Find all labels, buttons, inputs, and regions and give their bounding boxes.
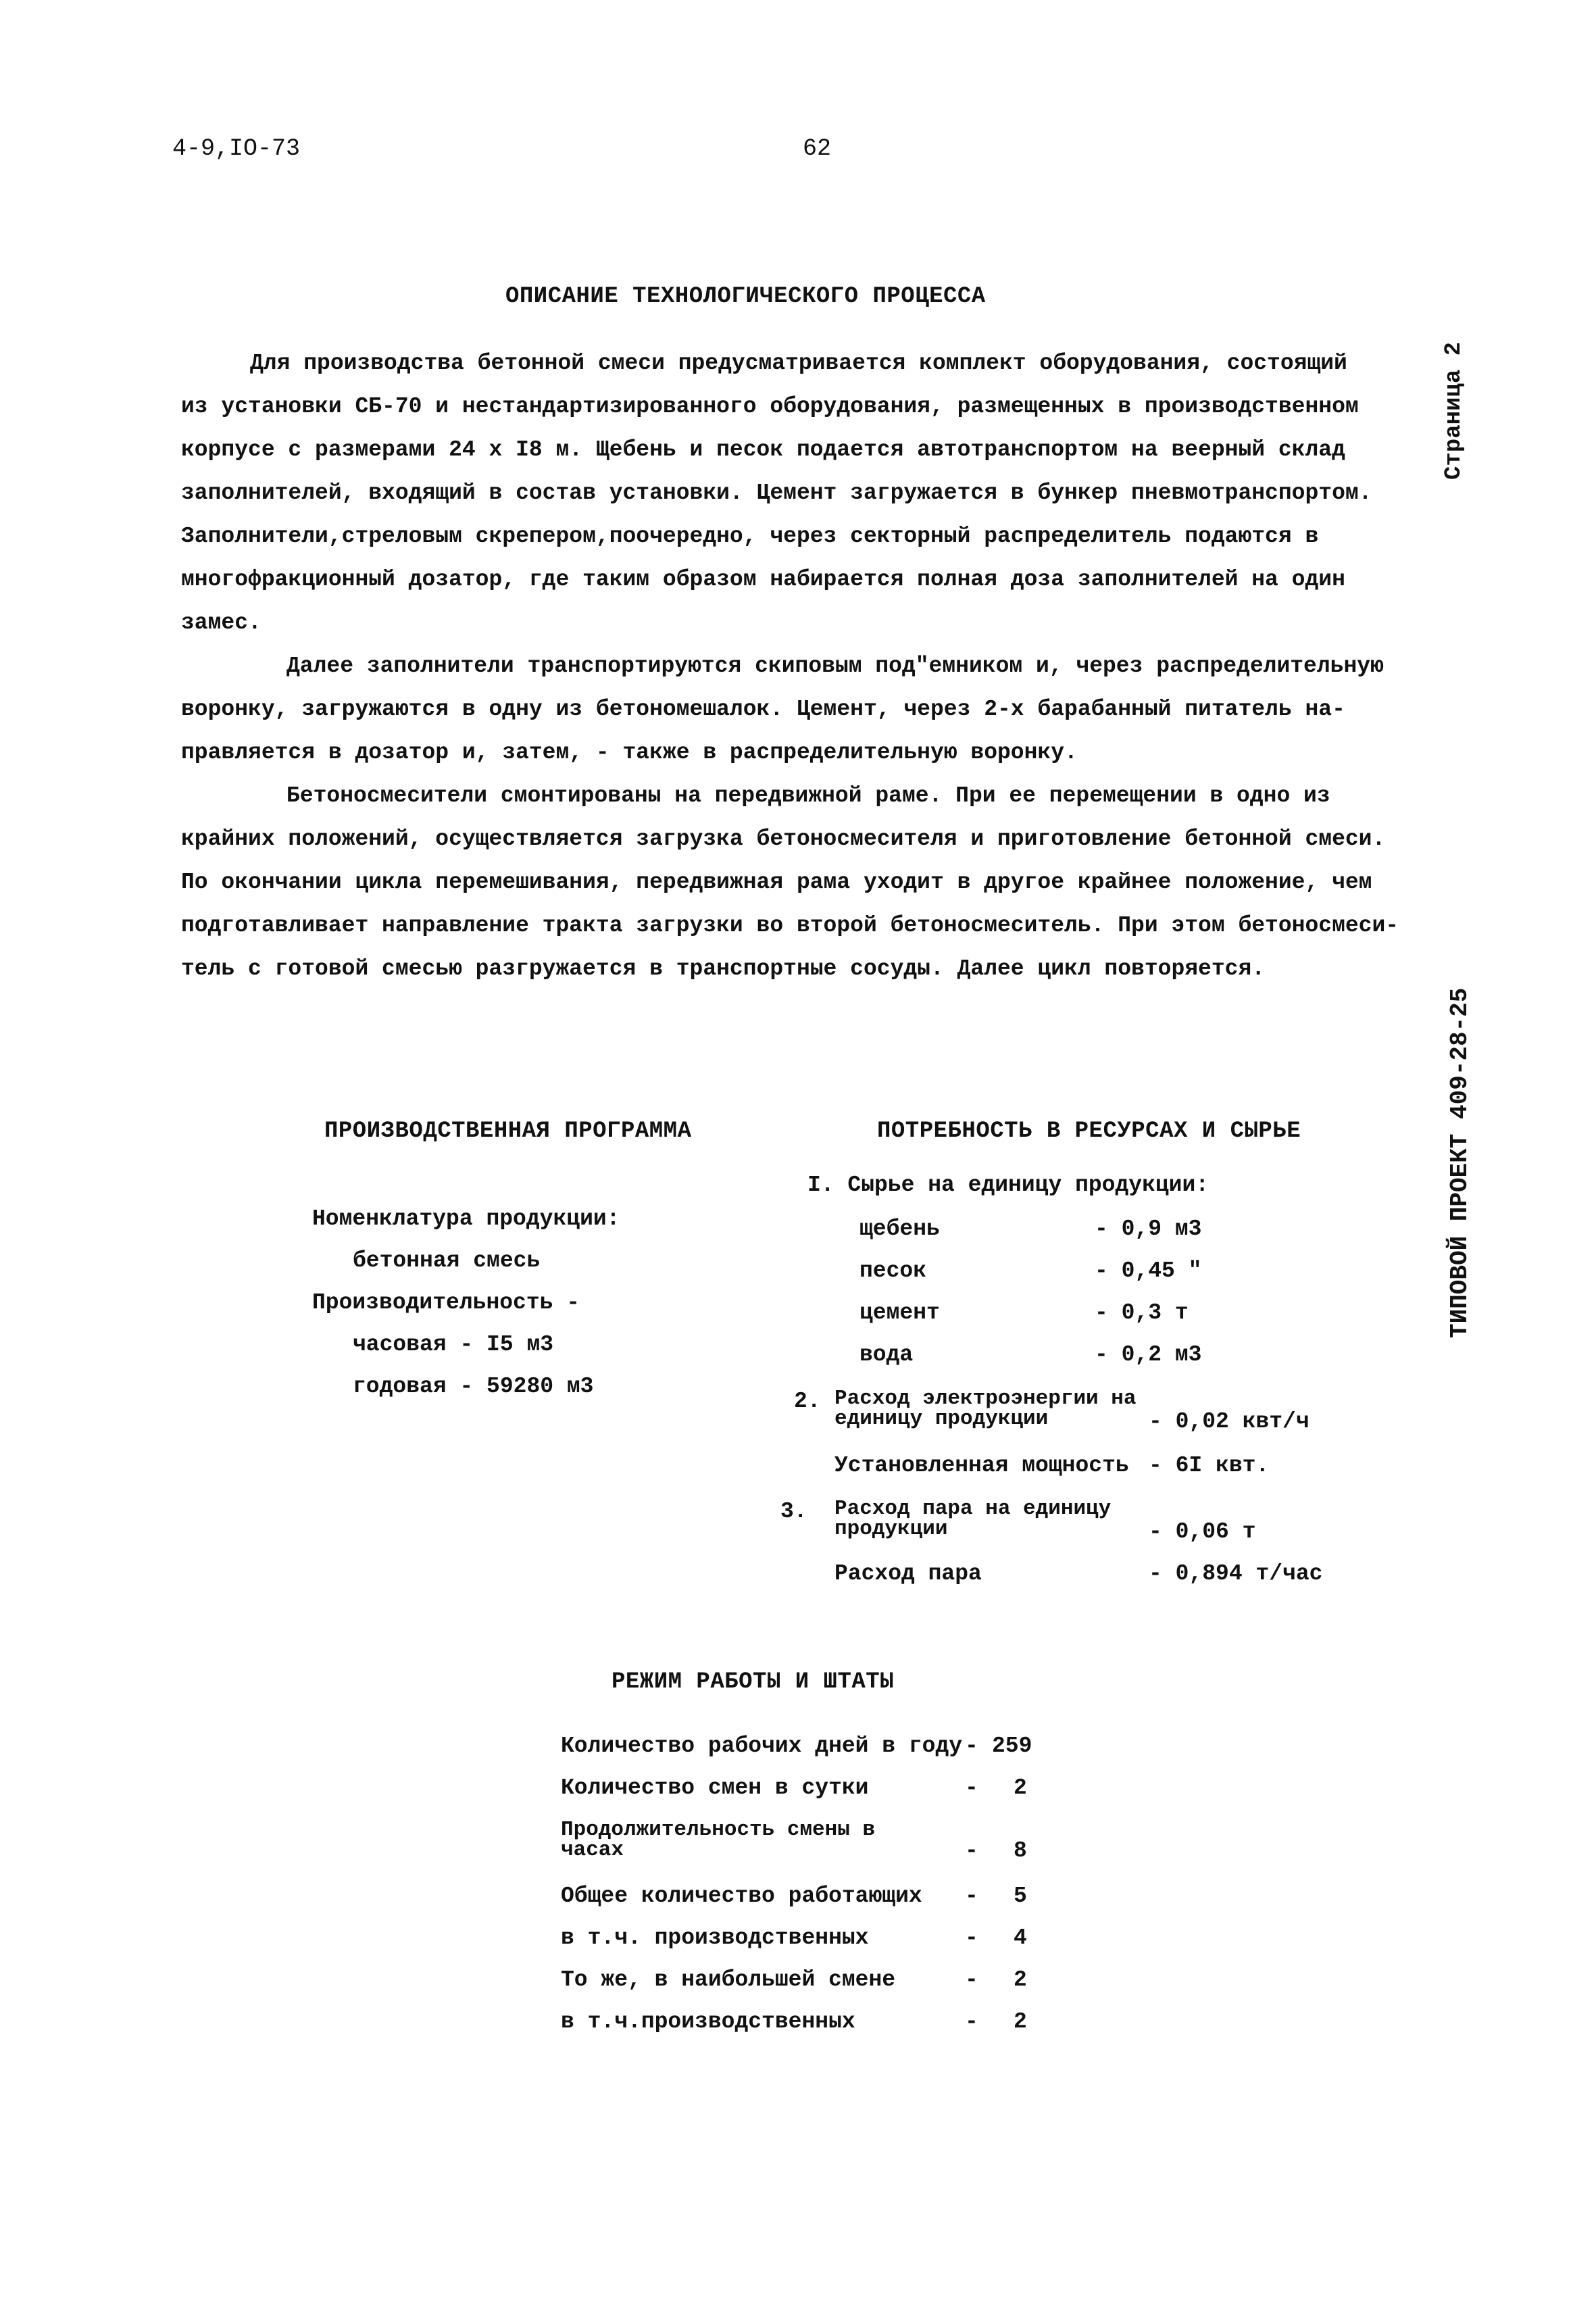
document-code: 4-9,IO-73 [172,135,301,162]
process-line: воронку, загружаются в одну из бетономешалок. Цемент, через 2-х барабанный питатель на- [181,697,1345,722]
margin-page-label: Страница 2 [1441,341,1467,480]
raw-item-value: - 0,3 т [1095,1300,1189,1325]
product-name: бетонная смесь [353,1248,541,1273]
raw-item-value: - 0,9 м3 [1095,1216,1202,1241]
steam-value: - 0,06 т [1149,1519,1256,1544]
process-line: Далее заполнители транспортируются скиповым под"емником и, через распределительную [286,654,1384,679]
staff-row-value: 2 [1014,1967,1027,1992]
staff-row-dash: - [965,1775,978,1800]
staff-row-dash: - [965,1733,978,1758]
process-line: Заполнители,стреловым скрепером,поочередно, через секторный распределитель подаются в [181,524,1319,549]
raw-item-name: песок [859,1258,927,1283]
page-number: 62 [803,135,832,162]
staff-row-label: То же, в наибольшей смене [561,1967,896,1992]
raw-item-name: щебень [859,1216,940,1241]
process-line: Для производства бетонной смеси предусматривается комплект оборудования, состоящий [250,351,1347,376]
staff-title: РЕЖИМ РАБОТЫ И ШТАТЫ [612,1669,895,1695]
margin-project-label: ТИПОВОЙ ПРОЕКТ 409-28-25 [1446,987,1474,1338]
staff-row-label: Количество рабочих дней в году [561,1733,963,1758]
nomenclature-label: Номенклатура продукции: [312,1206,620,1231]
raw-item-value: - 0,45 " [1095,1258,1202,1283]
process-line: тель с готовой смесью разгружается в транспортные сосуды. Далее цикл повторяется. [181,956,1266,981]
staff-row-label: Количество смен в сутки [561,1775,869,1800]
staff-row-label: Общее количество работающих [561,1884,922,1909]
steam-number: 3. [780,1499,807,1524]
staff-row-value: 259 [992,1733,1032,1758]
installed-power-value: - 6I квт. [1149,1453,1270,1478]
staff-row-dash: - [965,1925,978,1950]
raw-item-name: цемент [859,1300,940,1325]
program-title: ПРОИЗВОДСТВЕННАЯ ПРОГРАММА [324,1118,692,1144]
staff-row-label: в т.ч.производственных [561,2009,855,2034]
raw-materials-header: I. Сырье на единицу продукции: [807,1173,1210,1198]
process-line: заполнителей, входящий в состав установки. Цемент загружается в бункер пневмотранспортом. [181,481,1372,506]
installed-power-label: Установленная мощность [834,1453,1129,1478]
steam-total-value: - 0,894 т/час [1149,1561,1323,1586]
process-line: правляется в дозатор и, затем, - также в распределительную воронку. [181,740,1078,765]
process-line: корпусе с размерами 24 х I8 м. Щебень и песок подается автотранспортом на веерный склад [181,437,1345,462]
steam-total-label: Расход пара [834,1561,982,1586]
staff-row-dash: - [965,1838,978,1863]
process-title: ОПИСАНИЕ ТЕХНОЛОГИЧЕСКОГО ПРОЦЕССА [505,284,986,310]
staff-row-label-cont: часах [561,1838,624,1862]
staff-row-value: 2 [1014,2009,1027,2034]
staff-row-value: 5 [1014,1884,1027,1909]
process-line: По окончании цикла перемешивания, передвижная рама уходит в другое крайнее положение, чем [181,870,1372,895]
staff-row-value: 8 [1014,1838,1027,1863]
process-line: крайних положений, осуществляется загрузка бетоносмесителя и приготовление бетонной смеси. [181,827,1386,852]
power-number: 2. [794,1389,821,1414]
power-line1: Расход электроэнергии на [834,1387,1137,1410]
capacity-hourly: часовая - I5 м3 [353,1332,554,1357]
staff-row-value: 4 [1014,1925,1027,1950]
process-line: замес. [181,610,261,635]
process-line: Бетоносмесители смонтированы на передвижной раме. При ее перемещении в одно из [286,783,1330,808]
power-value: - 0,02 квт/ч [1149,1409,1310,1434]
staff-row-dash: - [965,1884,978,1909]
process-line: многофракционный дозатор, где таким образом набирается полная доза заполнителей на один [181,567,1345,592]
process-line: из установки СБ-70 и нестандартизированного оборудования, размещенных в производственном [181,394,1359,419]
power-line2: единицу продукции [834,1407,1049,1431]
staff-row-label: в т.ч. производственных [561,1925,869,1950]
capacity-annual: годовая - 59280 м3 [353,1374,594,1399]
steam-line1: Расход пара на единицу [834,1497,1112,1521]
resources-title: ПОТРЕБНОСТЬ В РЕСУРСАХ И СЫРЬЕ [877,1118,1301,1144]
staff-row-dash: - [965,2009,978,2034]
staff-row-value: 2 [1014,1775,1027,1800]
process-line: подготавливает направление тракта загрузки во второй бетоносмеситель. При этом бетоносмеси- [181,913,1399,938]
staff-row-label: Продолжительность смены в [561,1818,876,1842]
raw-item-name: вода [859,1342,914,1367]
staff-row-dash: - [965,1967,978,1992]
capacity-label: Производительность - [312,1290,580,1315]
steam-line2: продукции [834,1517,948,1541]
raw-item-value: - 0,2 м3 [1095,1342,1202,1367]
